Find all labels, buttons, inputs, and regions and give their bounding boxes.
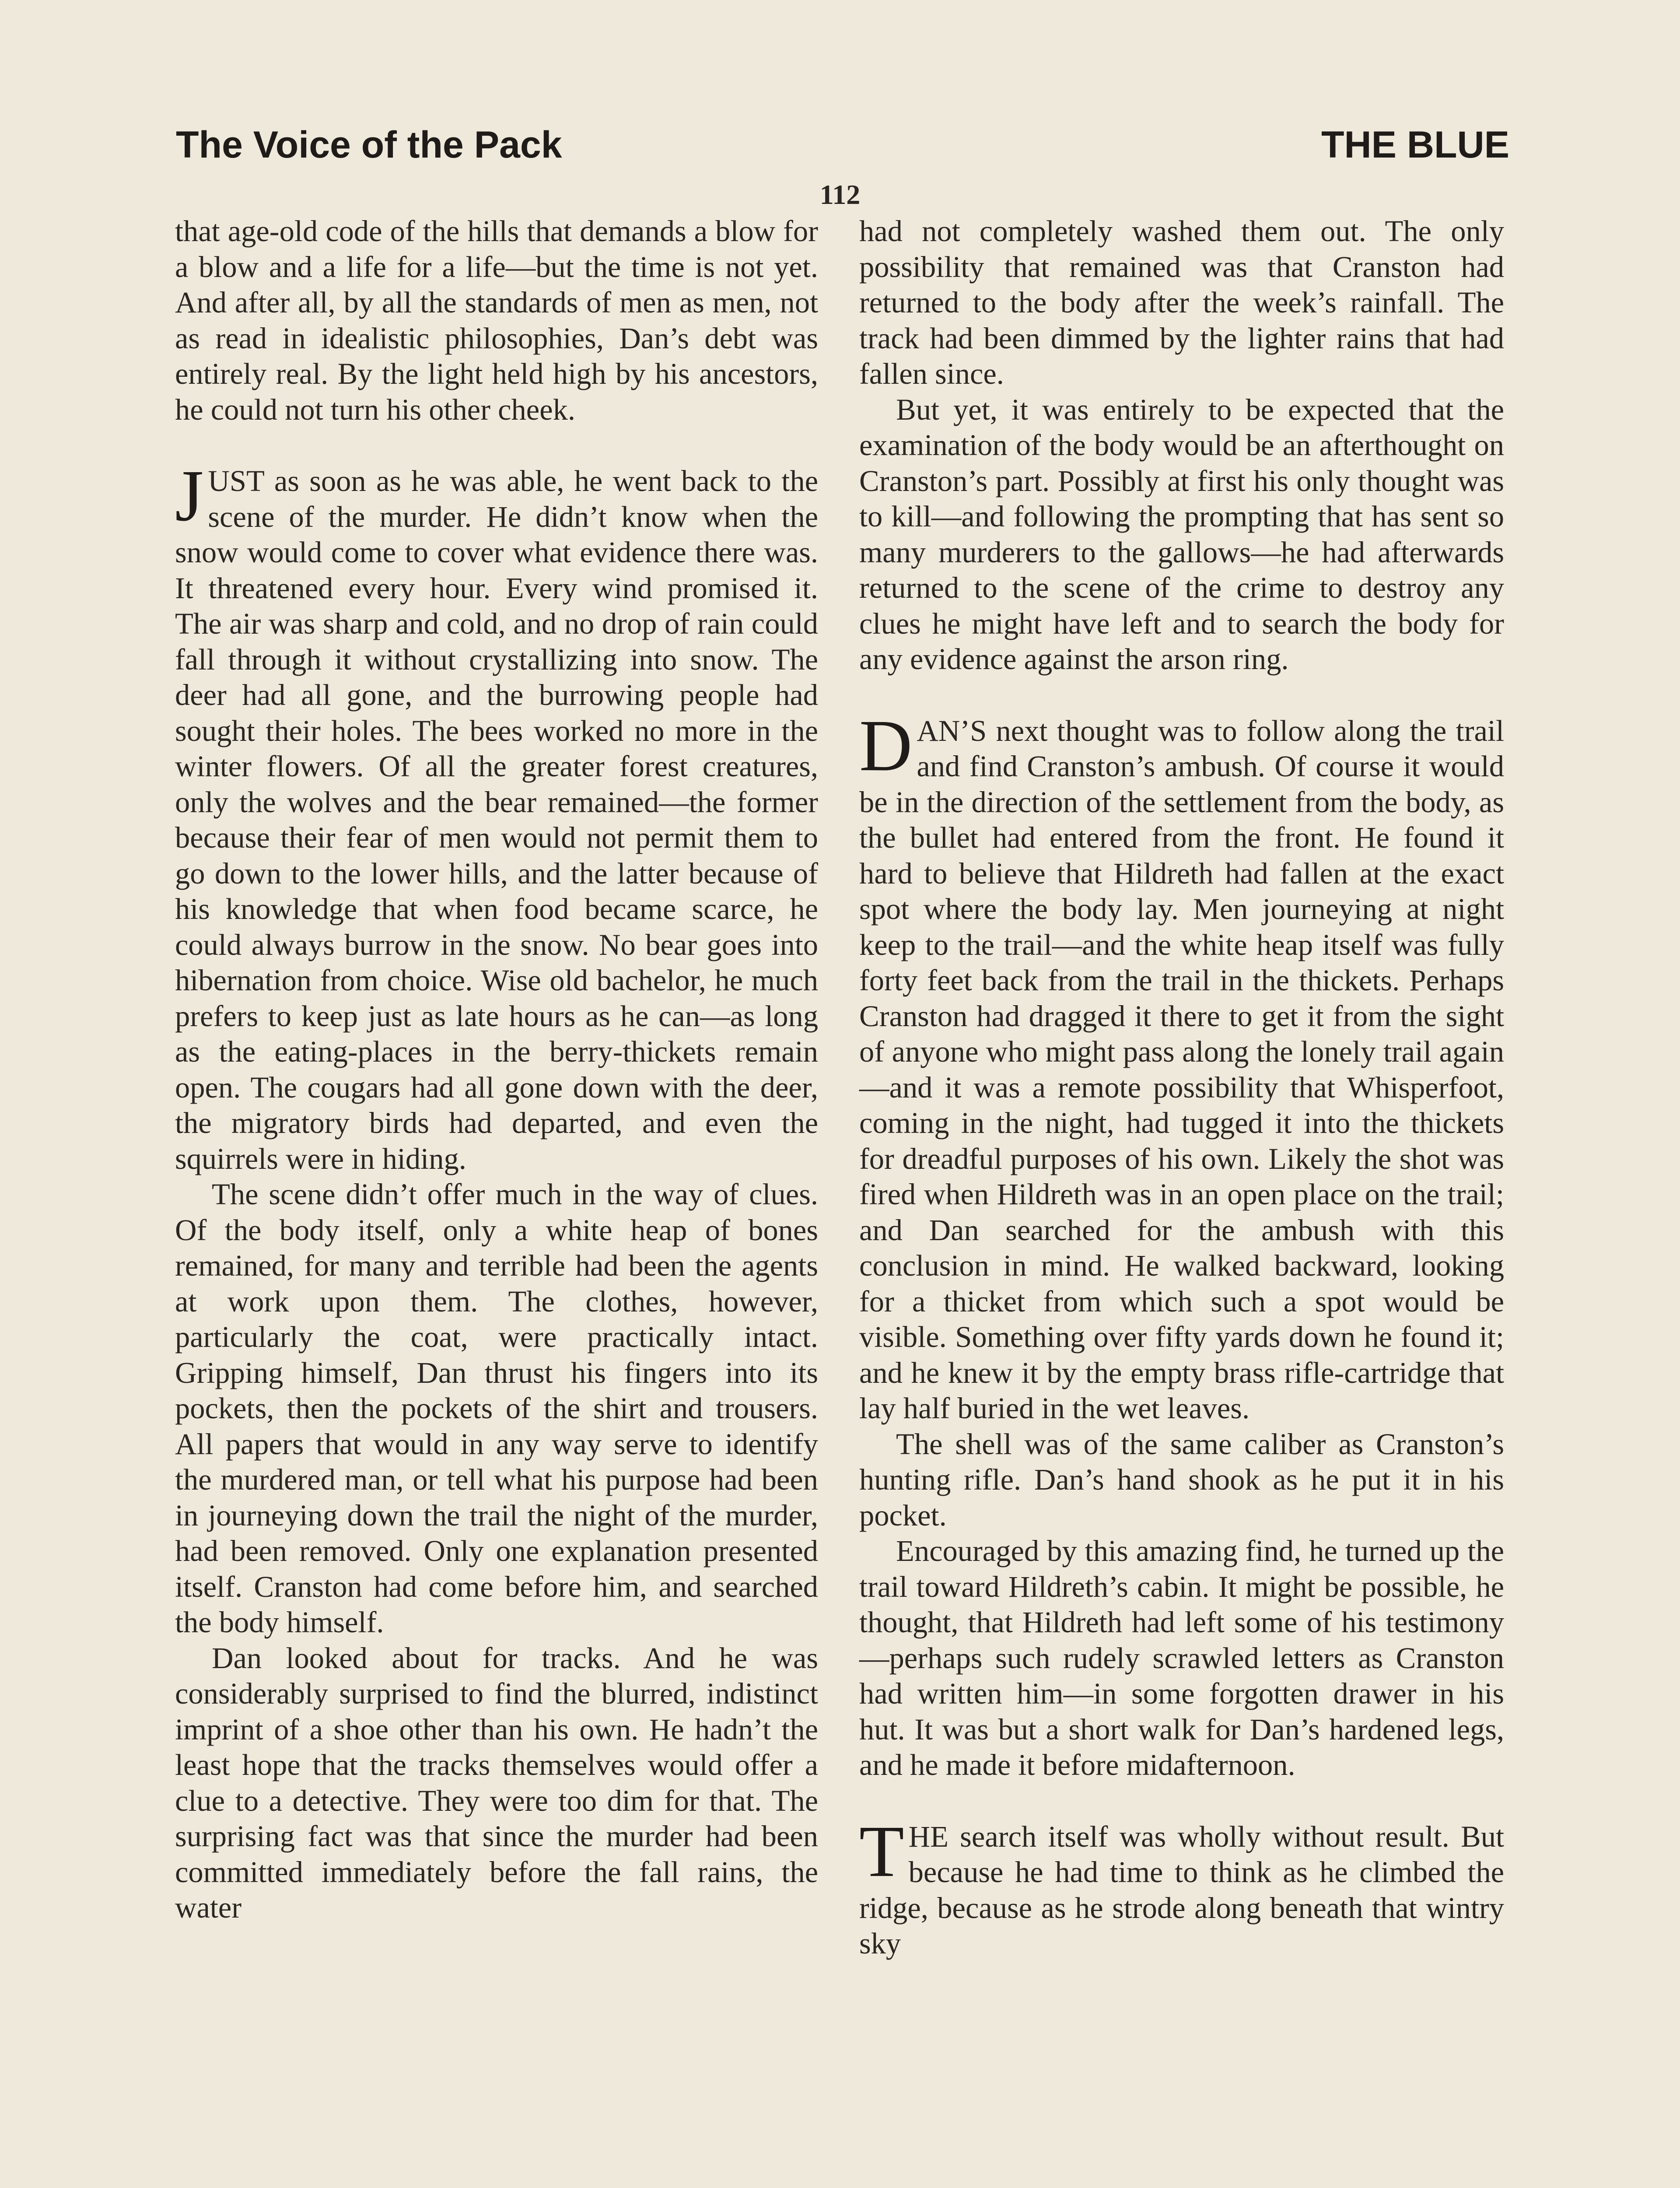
paragraph: But yet, it was entirely to be expected that the examination of the body would be an afterthought on Cranston’s part. Possibly at first his only thought was to kill—and following the prompting that has sent so many murderers to the gallows—he had afterwards returned to the scene of the crime to destroy any clues he might have left and to search the body for any evidence against the arson ring. (859, 393, 1504, 676)
paragraph: Encouraged by this amazing find, he turned up the trail toward Hildreth’s cabin. It might be possible, he thought, that Hildreth had left some of his testimony—perhaps such rudely scrawled letters as Cranston had written him—in some forgotten drawer in his hut. It was but a short walk for Dan’s hardened legs, and he made it before midafternoon. (859, 1534, 1504, 1781)
left-column (175, 214, 818, 1926)
running-head (176, 123, 1509, 167)
drop-cap: T (859, 1810, 904, 1892)
drop-cap: D (859, 705, 913, 786)
paragraph: The shell was of the same caliber as Cranston’s hunting rifle. Dan’s hand shook as he put it in his pocket. (859, 1427, 1504, 1532)
magazine-title: THE BLUE (1321, 124, 1509, 166)
paragraph-text: UST as soon as he was able, he went back to the scene of the murder. He didn’t know when the snow would come to cover what evidence there was. It threatened every hour. Every wind promised it. The air was sharp and cold, and no drop of rain could fall through it without crystallizing into snow. The deer had all gone, and the burrowing people had sought their holes. The bees worked no more in the winter flowers. Of all the greater forest creatures, only the wolves and the bear remained—the former because their fear of men would not permit them to go down to the lower hills, and the latter because of his knowledge that when food became scarce, he could always burrow in the snow. No bear goes into hibernation from choice. Wise old bachelor, he much prefers to keep just as late hours as he can—as long as the eating-places in the berry-thickets remain open. The cougars had all gone down with the deer, the migratory birds had departed, and even the squirrels were in hiding. (175, 464, 818, 1175)
drop-cap: J (175, 455, 204, 536)
paragraph: Dan looked about for tracks. And he was considerably surprised to find the blurred, indistinct imprint of a shoe other than his own. He hadn’t the least hope that the tracks themselves would offer a clue to a detective. They were too dim for that. The surprising fact was that since the murder had been committed immediately before the fall rains, the water (175, 1641, 818, 1924)
paragraph: The scene didn’t offer much in the way of clues. Of the body itself, only a white heap of bones remained, for many and terrible had been the agents at work upon them. The clothes, however, particularly the coat, were practically intact. Gripping himself, Dan thrust his fingers into its pockets, then the pockets of the shirt and trousers. All papers that would in any way serve to identify the murdered man, or tell what his purpose had been in journeying down the trail the night of the murder, had been removed. Only one explanation presented itself. Cranston had come before him, and searched the body himself. (175, 1178, 818, 1639)
story-title: The Voice of the Pack (176, 124, 562, 166)
right-column (859, 214, 1504, 1962)
page-number: 112 (819, 179, 861, 210)
paragraph-text: AN’S next thought was to follow along the trail and find Cranston’s ambush. Of course it would be in the direction of the settlement from the body, as the bullet had entered from the front. He found it hard to believe that Hildreth had fallen at the exact spot where the body lay. Men journeying at night keep to the trail—and the white heap itself was fully forty feet back from the trail in the thickets. Perhaps Cranston had dragged it there to get it from the sight of anyone who might pass along the lonely trail again—and it was a remote possibility that Whisperfoot, coming in the night, had tugged it into the thickets for dreadful purposes of his own. Likely the shot was fired when Hildreth was in an open place on the trail; and Dan searched for the ambush with this conclusion in mind. He walked backward, looking for a thicket from which such a spot would be visible. Something over fifty yards down he found it; and he knew it by the empty brass rifle-cartridge that lay half buried in the wet leaves. (859, 714, 1504, 1425)
paragraph-dropcap (859, 705, 1504, 1427)
paragraph: that age-old code of the hills that demands a blow for a blow and a life for a life—but the time is not yet. And after all, by all the standards of men as men, not as read in idealistic philosophies, Dan’s debt was entirely real. By the light held high by his ancestors, he could not turn his other cheek. (175, 214, 818, 426)
paragraph: had not completely washed them out. The only possibility that remained was that Cranston had returned to the body after the week’s rainfall. The track had been dimmed by the lighter rains that had fallen since. (859, 214, 1504, 390)
paragraph-dropcap (175, 455, 818, 1177)
paragraph-dropcap (859, 1810, 1504, 1962)
paragraph-text: HE search itself was wholly without result. But because he had time to think as he climbed the ridge, because as he strode along beneath that wintry sky (859, 1820, 1504, 1960)
